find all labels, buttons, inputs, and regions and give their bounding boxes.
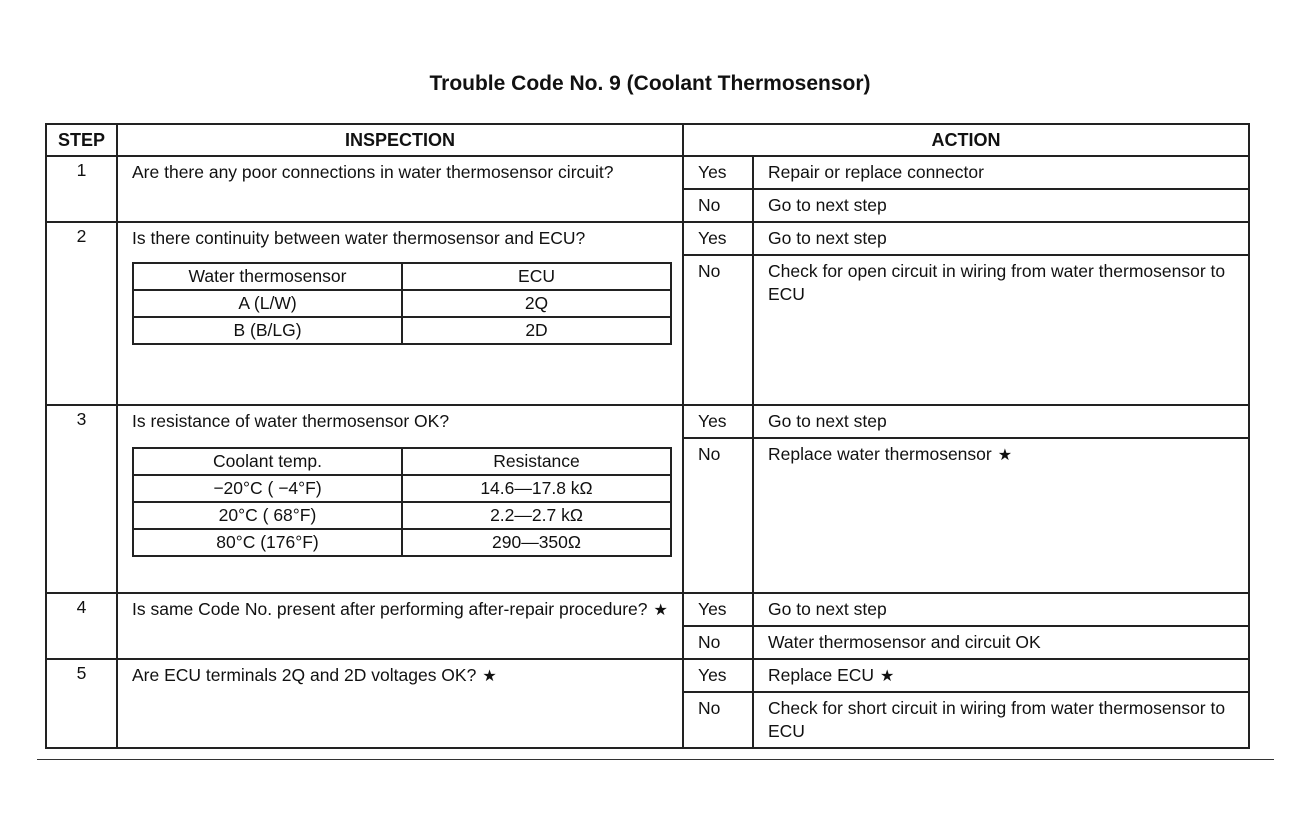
inspection-cell: [117, 222, 683, 405]
yes-action: Go to next step: [753, 593, 1249, 626]
yes-label: Yes: [683, 156, 753, 189]
sub-table-cell: 2.2—2.7 kΩ: [402, 502, 671, 529]
star-icon: ★: [653, 602, 668, 619]
sub-table-cell: −20°C ( −4°F): [133, 475, 402, 502]
table-row: [46, 405, 1249, 438]
table-row: [46, 593, 1249, 626]
sub-table-header: Resistance: [402, 448, 671, 475]
connection-table: [132, 262, 672, 345]
page-title: Trouble Code No. 9 (Coolant Thermosensor): [429, 72, 871, 95]
yes-action: Repair or replace connector: [753, 156, 1249, 189]
yes-action: Go to next step: [753, 405, 1249, 438]
table-row: [46, 222, 1249, 255]
table-row: [46, 659, 1249, 692]
inspection-text: Is there continuity between water thermosensor and ECU?: [132, 228, 586, 248]
sub-table-cell: 2Q: [402, 290, 671, 317]
no-action: Go to next step: [753, 189, 1249, 222]
no-label: No: [683, 692, 753, 748]
no-label: No: [683, 626, 753, 659]
inspection-cell: [117, 405, 683, 593]
star-icon: ★: [482, 668, 497, 685]
step-number: 4: [46, 593, 117, 659]
yes-label: Yes: [683, 405, 753, 438]
inspection-cell: [117, 659, 683, 748]
table-row: [46, 156, 1249, 189]
yes-action: Replace ECU: [768, 665, 875, 685]
no-label: No: [683, 438, 753, 593]
no-action: Check for short circuit in wiring from water thermosensor to ECU: [753, 692, 1249, 748]
header-row: [46, 124, 1249, 156]
no-action-cell: [753, 438, 1249, 593]
star-icon: ★: [997, 447, 1013, 464]
inspection-text: Is same Code No. present after performing after-repair procedure?: [132, 599, 648, 619]
step-number: 1: [46, 156, 117, 222]
action-header: ACTION: [683, 124, 1249, 156]
sub-table-cell: 20°C ( 68°F): [133, 502, 402, 529]
no-action: Replace water thermosensor: [768, 444, 992, 464]
no-action: Water thermosensor and circuit OK: [753, 626, 1249, 659]
star-icon: ★: [880, 668, 895, 685]
no-action: Check for open circuit in wiring from water thermosensor to ECU: [753, 255, 1249, 405]
yes-label: Yes: [683, 593, 753, 626]
trouble-code-table: [45, 123, 1250, 749]
sub-table-cell: 80°C (176°F): [133, 529, 402, 556]
step-number: 2: [46, 222, 117, 405]
sub-table-cell: 14.6—17.8 kΩ: [402, 475, 671, 502]
yes-label: Yes: [683, 659, 753, 692]
sub-table-header: ECU: [402, 263, 671, 290]
inspection-header: INSPECTION: [117, 124, 683, 156]
inspection-text: Is resistance of water thermosensor OK?: [132, 411, 450, 431]
inspection-text: Are there any poor connections in water thermosensor circuit?: [117, 156, 683, 222]
sub-table-cell: 290—350Ω: [402, 529, 671, 556]
sub-table-cell: A (L/W): [133, 290, 402, 317]
inspection-cell: [117, 593, 683, 659]
sub-table-cell: 2D: [402, 317, 671, 344]
step-number: 5: [46, 659, 117, 748]
step-header: STEP: [46, 124, 117, 156]
yes-label: Yes: [683, 222, 753, 255]
no-label: No: [683, 189, 753, 222]
sub-table-cell: B (B/LG): [133, 317, 402, 344]
sub-table-header: Coolant temp.: [133, 448, 402, 475]
step-number: 3: [46, 405, 117, 593]
inspection-text: Are ECU terminals 2Q and 2D voltages OK?: [132, 665, 477, 685]
resistance-table: [132, 447, 672, 557]
yes-action: Go to next step: [753, 222, 1249, 255]
sub-table-header: Water thermosensor: [133, 263, 402, 290]
no-label: No: [683, 255, 753, 405]
bottom-rule: [37, 759, 1274, 760]
yes-action-cell: [753, 659, 1249, 692]
